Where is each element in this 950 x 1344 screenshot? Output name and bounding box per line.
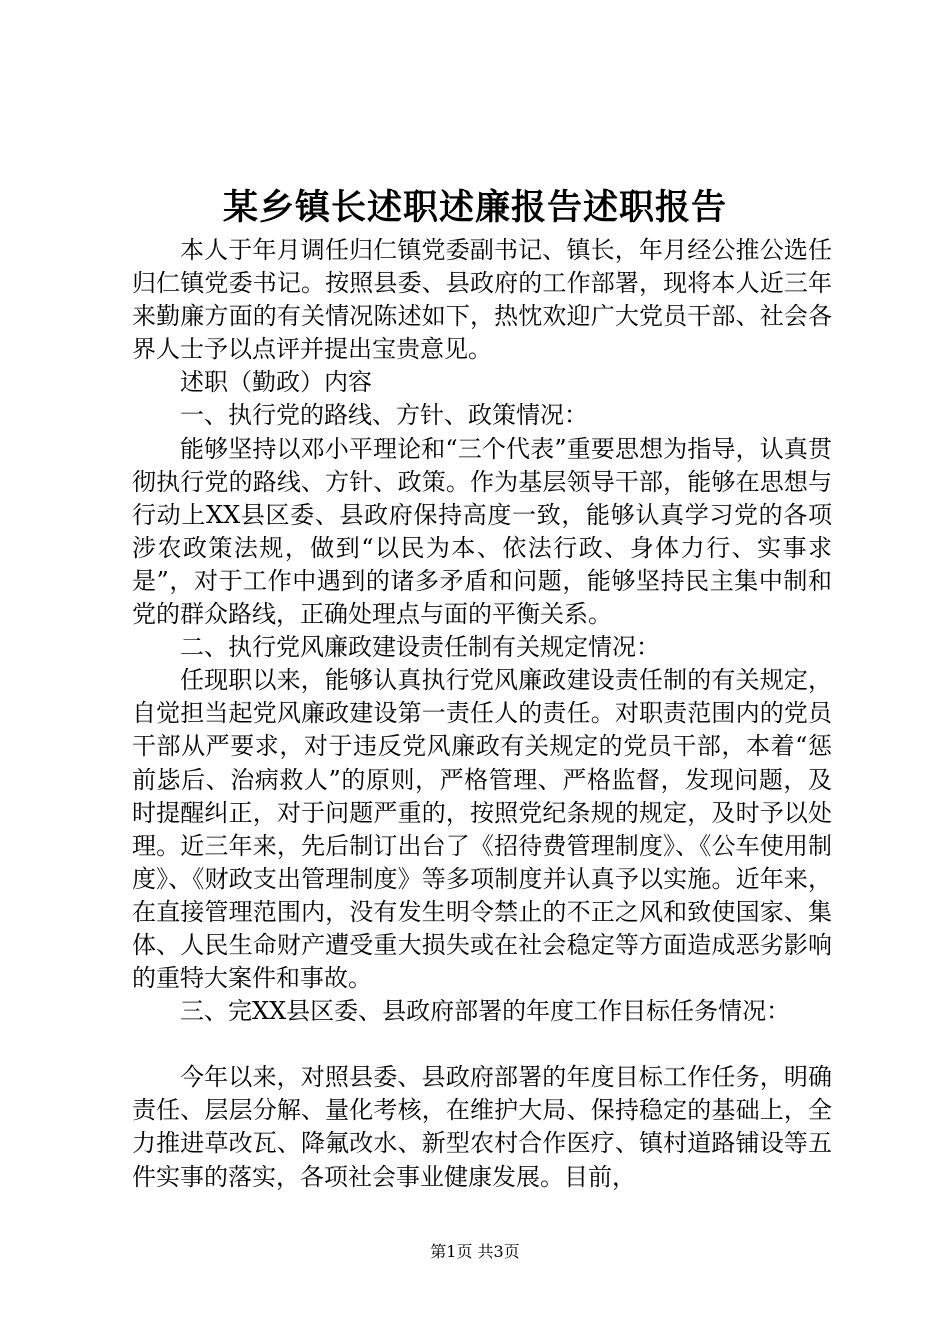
document-body xyxy=(132,234,832,1194)
document-title: 某乡镇长述职述廉报告述职报告 xyxy=(222,187,727,228)
paragraph-section-heading: 述职（勤政）内容 xyxy=(180,368,372,397)
paragraph-heading-3: 三、完XX县区委、县政府部署的年度工作目标任务情况： xyxy=(180,997,791,1026)
paragraph-heading-1: 一、执行党的路线、方针、政策情况： xyxy=(180,401,588,430)
paragraph-body-1: 能够坚持以邓小平理论和“三个代表”重要思想为指导，认真贯彻执行党的路线、方针、政策。作为基层领导干部，能够在思想与行动上XX县区委、县政府保持高度一致，能够认真学习党的各项涉农政策法规，做到“以民为本、依法行政、身体力行、实事求是”，对于工作中遇到的诸多矛盾和问题，能够坚持民主集中制和党的群众路线，正确处理点与面的平衡关系。 xyxy=(132,434,832,629)
paragraph-intro: 本人于年月调任归仁镇党委副书记、镇长，年月经公推公选任归仁镇党委书记。按照县委、县政府的工作部署，现将本人近三年来勤廉方面的有关情况陈述如下，热忱欢迎广大党员干部、社会各界人士予以点评并提出宝贵意见。 xyxy=(132,236,832,364)
page-number-footer: 第1页 共3页 xyxy=(430,1242,520,1261)
paragraph-body-2: 任现职以来，能够认真执行党风廉政建设责任制的有关规定，自觉担当起党风廉政建设第一责任人的责任。对职责范围内的党员干部从严要求，对于违反党风廉政有关规定的党员干部，本着“惩前毖后、治病救人”的原则，严格管理、严格监督，发现问题，及时提醒纠正，对于问题严重的，按照党纪条规的规定，及时予以处理。近三年来，先后制订出台了《招待费管理制度》、《公车使用制度》、《财政支出管理制度》等多项制度并认真予以实施。近年来，在直接管理范围内，没有发生明令禁止的不正之风和致使国家、集体、人民生命财产遭受重大损失或在社会稳定等方面造成恶劣影响的重特大案件和事故。 xyxy=(132,666,832,993)
paragraph-body-3: 今年以来，对照县委、县政府部署的年度目标工作任务，明确责任、层层分解、量化考核，在维护大局、保持稳定的基础上，全力推进草改瓦、降氟改水、新型农村合作医疗、镇村道路铺设等五件实事的落实，各项社会事业健康发展。目前， xyxy=(132,1063,832,1191)
paragraph-heading-2: 二、执行党风廉政建设责任制有关规定情况： xyxy=(180,633,660,662)
